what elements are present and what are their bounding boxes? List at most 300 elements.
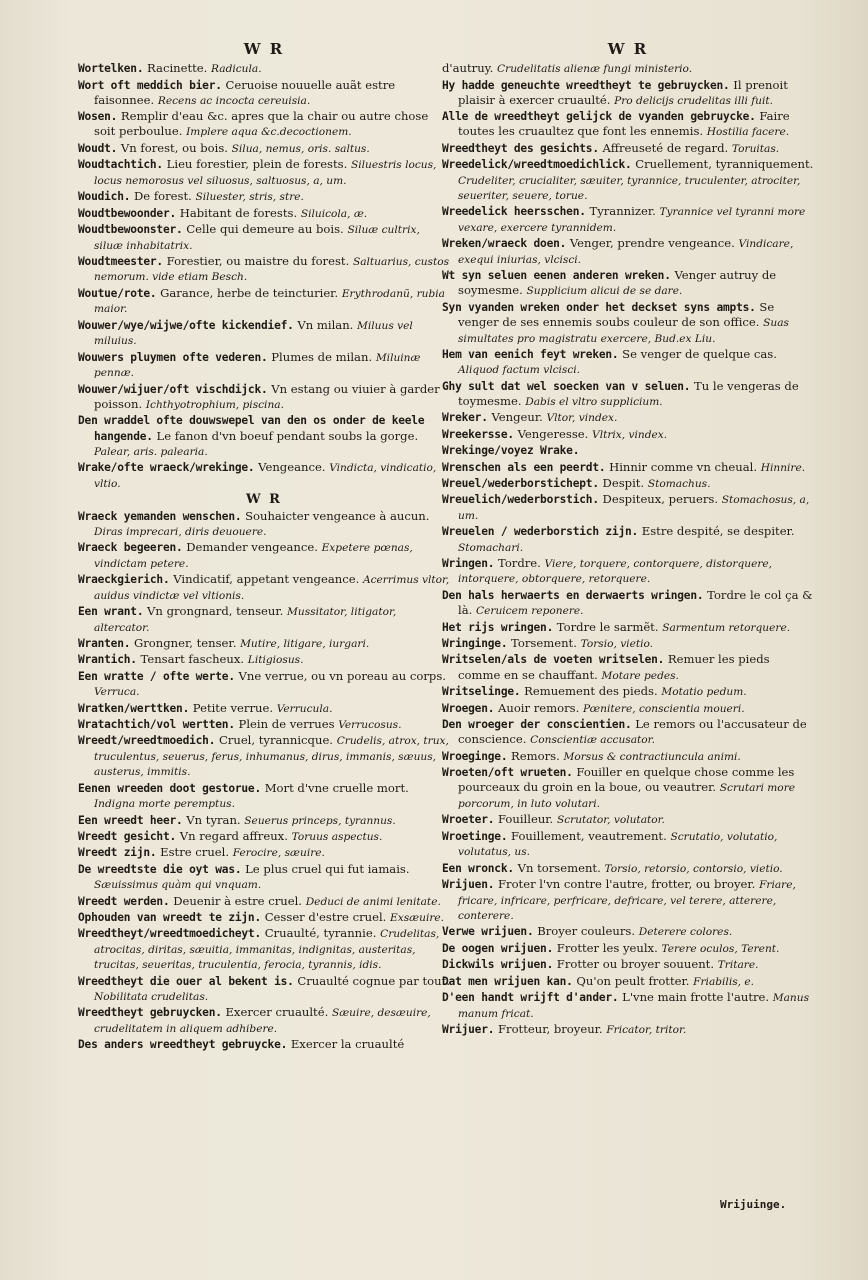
french-gloss: Affreuseté de regard. — [602, 140, 729, 155]
dictionary-entry — [442, 717, 814, 748]
entry-list — [442, 61, 814, 1038]
headword: D'een handt wrijft d'ander. — [442, 991, 619, 1005]
headword: Wrijuen. — [442, 878, 495, 892]
headword: Wranten. — [78, 637, 131, 650]
french-gloss: Frotter les yeulx. — [556, 940, 658, 955]
headword: Des anders wreedtheyt gebruycke. — [78, 1038, 288, 1052]
latin-gloss: Vindicare, exequi iniurias, vlcisci. — [458, 238, 794, 266]
latin-gloss: Verruca. — [94, 686, 140, 699]
latin-gloss: Stomachari. — [458, 541, 524, 554]
french-gloss: Tordre le col ça & là. — [458, 587, 813, 618]
latin-gloss: Radicula. — [211, 63, 262, 76]
latin-gloss: Saltuarius, custos nemorum. vide etiam Besch. — [94, 256, 450, 284]
latin-gloss: Erythrodanũ, rubia maior. — [94, 287, 445, 316]
dictionary-entry — [442, 974, 814, 989]
dictionary-entry — [442, 861, 814, 876]
right-column — [442, 40, 814, 1039]
latin-gloss: Exsæuire. — [390, 912, 445, 924]
catchword: Wrijuinge. — [720, 1198, 787, 1211]
latin-gloss: Toruus aspectus. — [291, 830, 383, 843]
headword: Wrenschen als een peerdt. — [442, 460, 606, 474]
latin-gloss: Sæuire, desæuire, crudelitatem in aliquem adhibere. — [94, 1007, 431, 1035]
latin-gloss: Supplicium alicui de se dare. — [526, 285, 683, 298]
latin-gloss: Sarmentum retorquere. — [662, 621, 791, 634]
dictionary-entry — [78, 254, 450, 285]
french-gloss: Vn estang ou viuier à garder poisson. — [94, 381, 440, 411]
latin-gloss: Diras imprecari, diris deuouere. — [94, 525, 267, 538]
latin-gloss: Palear, aris. palearia. — [94, 445, 208, 458]
latin-gloss: Friare, fricare, infricare, perfricare, defricare, vel terere, atterere, conterere. — [458, 879, 796, 923]
dictionary-entry — [78, 222, 450, 253]
french-gloss: Le plus cruel qui fut iamais. — [245, 861, 410, 876]
headword: Wouwer/wijuer/oft vischdijck. — [78, 382, 268, 396]
french-gloss: Souhaicter vengeance à aucun. — [245, 508, 430, 523]
latin-gloss: Verrucula. — [276, 702, 333, 715]
latin-gloss: Siluester, stris, stre. — [195, 191, 304, 204]
latin-gloss: Silua, nemus, oris. saltus. — [231, 142, 370, 155]
latin-gloss: Viere, torquere, contorquere, distorquere, intorquere, obtorquere, retorquere. — [458, 557, 773, 586]
french-gloss: Vn tyran. — [186, 812, 241, 827]
latin-gloss: Stomachus. — [647, 477, 711, 490]
latin-gloss: Scrutari more porcorum, in luto volutari. — [458, 782, 796, 810]
dictionary-entry — [78, 781, 450, 812]
dictionary-entry — [442, 957, 814, 972]
headword: Woudtbewoonster. — [78, 223, 183, 237]
latin-gloss: Nobilitata crudelitas. — [94, 991, 209, 1004]
latin-gloss: Crudelis, atrox, trux, truculentus, seuerus, ferus, inhumanus, dirus, immanis, sæuus, austerus, immitis. — [94, 735, 449, 779]
dictionary-entry — [442, 78, 814, 109]
latin-gloss: Crudelitatis alienæ fungi ministerio. — [497, 63, 693, 76]
headword: Wreedt werden. — [78, 894, 170, 908]
dictionary-entry — [442, 620, 814, 635]
latin-gloss: Fricator, tritor. — [606, 1024, 687, 1037]
french-gloss: Faire toutes les cruaultez que font les ennemis. — [458, 109, 790, 139]
french-gloss: Demander vengeance. — [186, 540, 318, 555]
column-header: W R — [607, 40, 649, 58]
latin-gloss: Litigiosus. — [247, 654, 304, 667]
french-gloss: Venger autruy de soymesme. — [458, 268, 777, 298]
latin-gloss: Toruitas. — [731, 142, 780, 155]
latin-gloss: Miluinæ pennæ. — [94, 351, 421, 380]
headword: Wreedtheyt/wreedtmoedicheyt. — [78, 927, 261, 941]
headword: Een wrant. — [78, 605, 144, 619]
headword: Wreekersse. — [442, 427, 514, 441]
dictionary-entry — [78, 636, 450, 651]
french-gloss: Despit. — [602, 475, 645, 490]
french-gloss: d'autruy. — [442, 61, 494, 76]
dictionary-entry — [78, 189, 450, 204]
french-gloss: Fouiller en quelque chose comme les pourceaux du groin en la boue, ou veautrer. — [458, 765, 795, 795]
headword: Wreedelick heersschen. — [442, 205, 586, 219]
headword: Wouwer/wye/wijwe/ofte kickendief. — [78, 318, 294, 332]
latin-gloss: Vltrix, vindex. — [592, 428, 668, 441]
dictionary-entry — [442, 684, 814, 699]
french-gloss: Remuement des pieds. — [524, 684, 658, 699]
french-gloss: Racinette. — [147, 61, 208, 76]
latin-gloss: Seuerus princeps, tyrannus. — [244, 814, 396, 827]
dictionary-entry — [442, 652, 814, 683]
latin-gloss: Conscientiæ accusator. — [530, 734, 655, 747]
french-gloss: Fouillement, veautrement. — [511, 828, 667, 843]
latin-gloss: Torsio, vietio. — [580, 638, 654, 651]
headword: Woudtmeester. — [78, 255, 163, 269]
headword: Wrake/ofte wraeck/wrekinge. — [78, 461, 255, 475]
latin-gloss: Ceruicem reponere. — [476, 605, 584, 618]
headword: Een wratte / ofte werte. — [78, 669, 235, 683]
headword: Ghy sult dat wel soecken van v seluen. — [442, 379, 691, 393]
dictionary-entry — [442, 61, 814, 76]
latin-gloss: Sæuissimus quàm qui vnquam. — [94, 879, 262, 892]
latin-gloss: Siluicola, æ. — [300, 207, 368, 220]
dictionary-entry — [78, 829, 450, 844]
dictionary-entry — [78, 813, 450, 828]
latin-gloss: Indigna morte peremptus. — [94, 798, 235, 811]
dictionary-entry — [442, 749, 814, 764]
french-gloss: Estre cruel. — [160, 845, 230, 860]
latin-gloss: Motatio pedum. — [661, 686, 747, 699]
dictionary-entry — [78, 350, 450, 381]
french-gloss: Frotteur, broyeur. — [497, 1022, 603, 1037]
dictionary-entry — [442, 109, 814, 140]
french-gloss: Celle qui demeure au bois. — [186, 222, 344, 237]
headword: Wreedtheyt des gesichts. — [442, 141, 599, 155]
dictionary-entry — [442, 300, 814, 346]
headword: Wreedtheyt gebruycken. — [78, 1006, 222, 1020]
french-gloss: Estre despité, se despiter. — [641, 524, 795, 539]
latin-gloss: Deterere colores. — [638, 926, 733, 939]
latin-gloss: Tritare. — [717, 959, 759, 972]
dictionary-entry — [442, 460, 814, 475]
latin-gloss: Expetere pœnas, vindictam petere. — [94, 542, 413, 570]
french-gloss: Tu le vengeras de toymesme. — [458, 378, 799, 408]
french-gloss: Ceruoise nouuelle auãt estre faisonnee. — [94, 77, 396, 107]
dictionary-entry — [78, 206, 450, 221]
french-gloss: Tensart fascheux. — [140, 652, 245, 667]
headword: Wrijuer. — [442, 1023, 495, 1037]
headword: Wreuel/wederborstichept. — [442, 476, 599, 490]
dictionary-entry — [442, 492, 814, 523]
french-gloss: Exercer la cruaulté — [290, 1037, 405, 1052]
headword: Wort oft meddich bier. — [78, 78, 222, 92]
french-gloss: Plein de verrues — [238, 717, 335, 732]
french-gloss: Cruellement, tyranniquement. — [635, 157, 814, 172]
headword: Woudtachtich. — [78, 158, 163, 172]
french-gloss: Tyrannizer. — [589, 204, 656, 219]
french-gloss: Auoir remors. — [497, 700, 580, 715]
headword: Syn vyanden wreken onder het deckset syns ampts. — [442, 300, 756, 314]
latin-gloss: Vltor, vindex. — [546, 412, 618, 425]
headword: Hem van eenich feyt wreken. — [442, 348, 619, 362]
french-gloss: Exercer cruaulté. — [225, 1005, 329, 1020]
french-gloss: Se venger de quelque cas. — [622, 347, 777, 362]
dictionary-entry — [78, 1005, 450, 1036]
french-gloss: Le remors ou l'accusateur de conscience. — [458, 717, 807, 747]
dictionary-entry — [442, 476, 814, 491]
headword: De oogen wrijuen. — [442, 941, 554, 955]
french-gloss: Torsement. — [511, 636, 577, 651]
dictionary-entry — [442, 1022, 814, 1037]
headword: Wosen. — [78, 110, 118, 124]
dictionary-entry — [442, 556, 814, 587]
french-gloss: Deuenir à estre cruel. — [173, 893, 302, 908]
french-gloss: Vengeur. — [491, 410, 543, 425]
headword: Wreedelick/wreedtmoedichlick. — [442, 158, 632, 172]
french-gloss: Hinnir comme vn cheual. — [609, 459, 758, 474]
latin-gloss: Tyrannice vel tyranni more vexare, exercere tyrannidem. — [458, 206, 806, 234]
headword: Wroeten/oft wrueten. — [442, 766, 573, 780]
dictionary-entry — [442, 924, 814, 939]
french-gloss: Vne verrue, ou vn poreau au corps. — [238, 668, 446, 683]
french-gloss: Grongner, tenser. — [133, 636, 237, 650]
french-gloss: Vn torsement. — [517, 860, 601, 875]
latin-gloss: Ferocire, sæuire. — [232, 847, 325, 860]
headword: Wouwers pluymen ofte vederen. — [78, 350, 268, 364]
headword: Wringinge. — [442, 637, 508, 651]
latin-gloss: Crudeliter, crucialiter, sæuiter, tyrannice, truculenter, atrociter, seueriter, seuere, torue. — [458, 174, 801, 202]
headword: Wreken/wraeck doen. — [442, 237, 567, 251]
french-gloss: Vn grongnard, tenseur. — [147, 604, 284, 619]
french-gloss: Despiteux, peruers. — [602, 492, 719, 507]
dictionary-entry — [442, 379, 814, 410]
dictionary-entry — [442, 701, 814, 716]
latin-gloss: Acerrimus vltor, auidus vindictæ vel vltionis. — [94, 574, 450, 602]
french-gloss: Le fanon d'vn boeuf pendant soubs la gorge. — [156, 428, 419, 443]
headword: Writselen/als de voeten writselen. — [442, 653, 665, 667]
latin-gloss: Siluestris locus, locus nemorosus vel siluosus, saltuosus, a, um. — [94, 159, 437, 187]
latin-gloss: Scrutatio, volutatio, volutatus, us. — [458, 830, 778, 859]
dictionary-entry — [78, 1037, 450, 1052]
dictionary-entry — [78, 413, 450, 459]
latin-gloss: Hostilia facere. — [706, 126, 790, 139]
left-column — [78, 40, 450, 1054]
headword: Wt syn seluen eenen anderen wreken. — [442, 269, 671, 283]
headword: Woutue/rote. — [78, 286, 157, 300]
french-gloss: Fouilleur. — [497, 812, 554, 827]
headword: Dat men wrijuen kan. — [442, 974, 573, 988]
dictionary-entry — [442, 157, 814, 203]
french-gloss: Tordre le sarmẽt. — [556, 619, 659, 634]
headword: Wreedt gesicht. — [78, 829, 177, 843]
french-gloss: Tordre. — [497, 555, 541, 570]
french-gloss: Remplir d'eau &c. apres que la chair ou autre chose soit perboulue. — [94, 109, 429, 139]
headword: Den wraddel ofte douwswepel van den os onder de keele hangende. — [78, 414, 425, 443]
headword: Wraeck yemanden wenschen. — [78, 509, 242, 523]
french-gloss: Remuer les pieds comme en se chauffant. — [458, 652, 770, 682]
french-gloss: Habitant de forests. — [179, 205, 298, 220]
dictionary-entry — [78, 845, 450, 860]
french-gloss: Qu'on peult frotter. — [576, 973, 690, 988]
dictionary-entry — [442, 812, 814, 827]
headword: Wrantich. — [78, 653, 137, 667]
latin-gloss: Vindicta, vindicatio, vltio. — [94, 462, 437, 490]
dictionary-entry — [442, 877, 814, 923]
french-gloss: Broyer couleurs. — [537, 924, 636, 939]
french-gloss: L'vne main frotte l'autre. — [622, 990, 770, 1005]
french-gloss: Il prenoit plaisir à exercer cruaulté. — [458, 77, 788, 107]
french-gloss: Forestier, ou maistre du forest. — [166, 254, 350, 269]
french-gloss: De forest. — [133, 189, 192, 204]
french-gloss: Frotter ou broyer souuent. — [556, 957, 715, 972]
headword: Wraeck begeeren. — [78, 541, 183, 555]
dictionary-entry — [78, 717, 450, 732]
dictionary-entry — [78, 572, 450, 603]
headword: Een wronck. — [442, 861, 514, 875]
french-gloss: Vindicatif, appetant vengeance. — [173, 572, 360, 587]
dictionary-entry — [442, 236, 814, 267]
headword: Den wroeger der conscientien. — [442, 718, 632, 732]
headword: De wreedtste die oyt was. — [78, 862, 242, 876]
latin-gloss: Mutire, litigare, iurgari. — [240, 638, 370, 650]
headword: Wreker. — [442, 411, 488, 425]
headword: Wroeter. — [442, 813, 495, 827]
latin-gloss: Suas simultates pro magistratu exercere, Bud.ex Liu. — [458, 317, 789, 345]
dictionary-entry — [442, 204, 814, 235]
dictionary-entry — [442, 141, 814, 156]
headword: Wrekinge/voyez Wrake. — [442, 444, 580, 458]
dictionary-entry — [78, 61, 450, 76]
headword: Wringen. — [442, 556, 495, 570]
dictionary-entry — [78, 318, 450, 349]
latin-gloss: Mussitator, litigator, altercator. — [94, 606, 397, 634]
dictionary-entry — [78, 926, 450, 972]
dictionary-entry — [442, 829, 814, 860]
section-header: W R — [246, 492, 282, 508]
latin-gloss: Pro delicijs crudelitas illi fuit. — [614, 94, 773, 107]
dictionary-entry — [442, 443, 814, 458]
latin-gloss: Aliquod factum vlcisci. — [458, 364, 581, 377]
dictionary-entry — [78, 382, 450, 413]
french-gloss: Vn milan. — [297, 317, 354, 332]
latin-gloss: Stomachosus, a, um. — [458, 494, 810, 522]
dictionary-entry — [78, 141, 450, 156]
latin-gloss: Deduci de animi lenitate. — [305, 895, 441, 908]
latin-gloss: Friabilis, e. — [693, 975, 755, 988]
headword: Wortelken. — [78, 62, 144, 76]
dictionary-entry — [442, 410, 814, 425]
french-gloss: Remors. — [511, 748, 560, 763]
french-gloss: Petite verrue. — [192, 700, 274, 715]
headword: Woudtbewoonder. — [78, 206, 177, 220]
headword: Wreedtheyt die ouer al bekent is. — [78, 974, 294, 988]
headword: Woudich. — [78, 190, 131, 204]
headword: Ophouden van wreedt te zijn. — [78, 911, 261, 924]
french-gloss: Cruaulté cognue par tout. — [297, 973, 450, 988]
dictionary-entry — [78, 540, 450, 571]
dictionary-entry — [78, 157, 450, 188]
headword: Wreuelich/wederborstich. — [442, 493, 599, 507]
latin-gloss: Dabis el vltro supplicium. — [525, 395, 663, 408]
latin-gloss: Siluæ cultrix, siluæ inhabitatrix. — [94, 224, 420, 252]
headword: Het rijs wringen. — [442, 620, 554, 634]
dictionary-entry — [442, 941, 814, 956]
headword: Wraeckgierich. — [78, 573, 170, 587]
headword: Woudt. — [78, 141, 118, 155]
dictionary-entry — [442, 268, 814, 299]
dictionary-entry — [78, 862, 450, 893]
headword: Eenen wreeden doot gestorue. — [78, 781, 261, 795]
dictionary-entry — [78, 604, 450, 635]
dictionary-entry — [78, 894, 450, 909]
french-gloss: Froter l'vn contre l'autre, frotter, ou broyer. — [497, 877, 756, 892]
entry-list — [78, 61, 450, 1053]
dictionary-entry — [442, 588, 814, 619]
dictionary-entry — [78, 286, 450, 317]
latin-gloss: Crudelitas, atrocitas, diritas, sæuitia, immanitas, indignitas, austeritas, trucitas, seueritas, truculentia, ferocia, tyrannis, idis. — [94, 928, 440, 972]
dictionary-entry — [78, 669, 450, 700]
headword: Een wreedt heer. — [78, 813, 183, 827]
headword: Wroegen. — [442, 701, 495, 715]
latin-gloss: Scrutator, volutator. — [556, 814, 665, 827]
latin-gloss: Pœnitere, conscientia moueri. — [582, 702, 745, 715]
french-gloss: Cesser d'estre cruel. — [264, 910, 387, 924]
french-gloss: Mort d'vne cruelle mort. — [264, 780, 409, 795]
french-gloss: Cruaulté, tyrannie. — [264, 926, 377, 941]
headword: Den hals herwaerts en derwaerts wringen. — [442, 588, 704, 602]
latin-gloss: Recens ac incocta cereuisia. — [157, 94, 311, 107]
dictionary-entry — [442, 636, 814, 651]
latin-gloss: Verrucosus. — [338, 719, 402, 732]
dictionary-entry — [78, 460, 450, 491]
dictionary-entry — [78, 652, 450, 667]
headword: Wratachtich/vol wertten. — [78, 718, 235, 732]
french-gloss: Vn forest, ou bois. — [120, 140, 228, 155]
latin-gloss: Miluus vel miluius. — [94, 319, 413, 348]
dictionary-entry — [78, 701, 450, 716]
french-gloss: Vn regard affreux. — [179, 828, 288, 843]
headword: Wreuelen / wederborstich zijn. — [442, 525, 639, 539]
headword: Hy hadde geneuchte wreedtheyt te gebruycken. — [442, 78, 730, 92]
dictionary-entry — [442, 990, 814, 1021]
headword: Wroeginge. — [442, 749, 508, 763]
latin-gloss: Implere aqua &c.decoctionem. — [186, 126, 352, 139]
dictionary-entry — [78, 974, 450, 1005]
headword: Alle de wreedtheyt gelijck de vyanden gebruycke. — [442, 110, 756, 124]
headword: Wratken/werttken. — [78, 701, 190, 715]
french-gloss: Plumes de milan. — [271, 349, 373, 364]
french-gloss: Se venger de ses ennemis soubs couleur de son office. — [458, 299, 775, 330]
latin-gloss: Ichthyotrophium, piscina. — [145, 398, 284, 411]
french-gloss: Cruel, tyrannicque. — [218, 733, 333, 748]
headword: Wreedt/wreedtmoedich. — [78, 734, 216, 748]
french-gloss: Garance, herbe de teincturier. — [160, 285, 339, 300]
latin-gloss: Terere oculos, Terent. — [661, 942, 780, 955]
dictionary-entry — [78, 78, 450, 109]
dictionary-entry — [78, 109, 450, 140]
latin-gloss: Hinnire. — [760, 461, 806, 474]
french-gloss: Vengeresse. — [517, 426, 589, 441]
dictionary-entry — [442, 427, 814, 442]
dictionary-entry — [442, 524, 814, 555]
headword: Wreedt zijn. — [78, 846, 157, 860]
dictionary-entry — [78, 733, 450, 779]
dictionary-entry — [442, 765, 814, 811]
latin-gloss: Morsus & contractiuncula animi. — [563, 750, 741, 763]
dictionary-entry — [442, 347, 814, 378]
latin-gloss: Motare pedes. — [601, 669, 679, 682]
dictionary-entry — [78, 509, 450, 540]
headword: Wroetinge. — [442, 829, 508, 843]
latin-gloss: Manus manum fricat. — [458, 992, 810, 1020]
french-gloss: Venger, prendre vengeance. — [569, 236, 735, 251]
latin-gloss: Torsio, retorsio, contorsio, vietio. — [604, 862, 783, 875]
dictionary-entry — [78, 910, 450, 925]
french-gloss: Vengeance. — [258, 460, 326, 475]
french-gloss: Lieu forestier, plein de forests. — [166, 157, 348, 172]
headword: Verwe wrijuen. — [442, 925, 534, 939]
headword: Writselinge. — [442, 685, 521, 699]
headword: Dickwils wrijuen. — [442, 958, 554, 972]
column-header: W R — [243, 40, 285, 58]
